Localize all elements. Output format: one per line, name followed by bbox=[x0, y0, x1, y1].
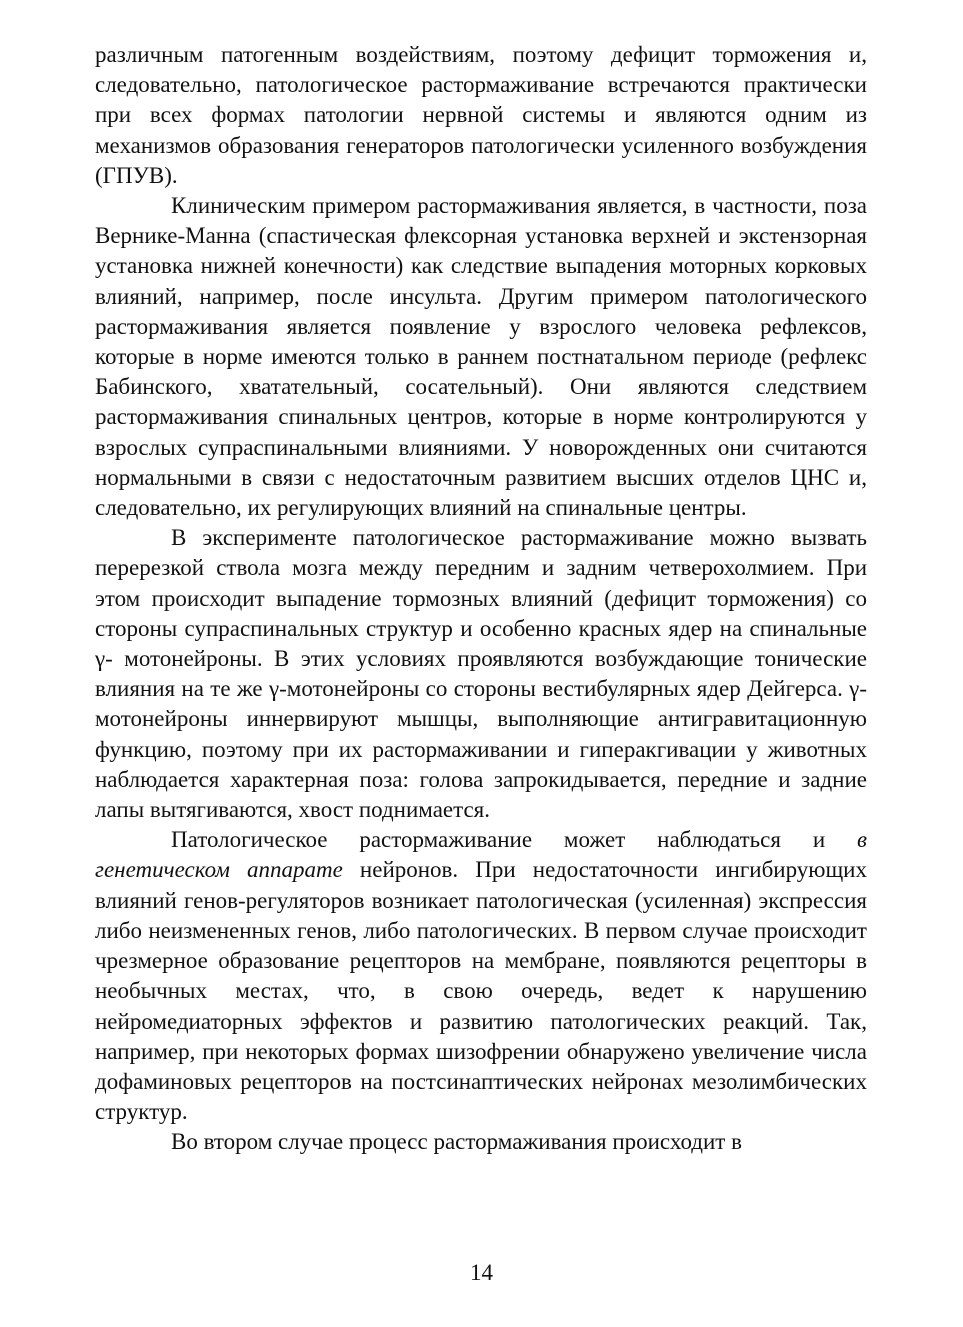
page-number: 14 bbox=[470, 1260, 493, 1285]
paragraph-continuation: различным патогенным воздействиям, поэтому дефицит торможения и, следовательно, патологическое растормаживание встречаются практически при всех формах патологии нервной системы и являются одним из механизмов образования генераторов патологически усиленного возбуждения (ГПУВ). bbox=[95, 42, 867, 188]
paragraph-second-case: Во втором случае процесс растормаживания происходит в bbox=[171, 1129, 742, 1155]
paragraph-text-before: Патологическое растормаживание может наблюдаться и bbox=[171, 827, 858, 853]
paragraph-experiment: В эксперименте патологическое растормаживание можно вызвать перерезкой ствола мозга между передним и задним четверохолмием. При этом происходит выпадение тормозных влияний (дефицит торможения) со стороны супраспинальных структур и особенно красных ядер на спинальные γ- мотонейроны. В этих условиях проявляются возбуждающие тонические влияния на те же γ-мотонейроны со стороны вестибулярных ядер Дейгерса. γ-мотонейроны иннервируют мышцы, выполняющие антигравитационную функцию, поэтому при их растормаживании и гиперакгивации у животных наблюдается характерная поза: голова запрокидывается, передние и задние лапы вытягиваются, хвост поднимается. bbox=[95, 525, 867, 823]
paragraph-genetic-apparatus bbox=[95, 825, 867, 1127]
paragraph-clinical-example: Клиническим примером растормаживания является, в частности, поза Вернике-Манна (спастическая флексорная установка верхней и экстензорная установка нижней конечности) как следствие выпадения моторных корковых влияний, например, после инсульта. Другим примером патологического растормаживания является появление у взрослого человека рефлексов, которые в норме имеются только в раннем постнатальном периоде (рефлекс Бабинского, хватательный, сосательный). Они являются следствием растормаживания спинальных центров, которые в норме контролируются у взрослых супраспинальными влияниями. У новорожденных они считаются нормальными в связи с недостаточным развитием высших отделов ЦНС и, следовательно, их регулирующих влияний на спинальные центры. bbox=[95, 193, 867, 521]
italic-term: в генетическом аппарате bbox=[95, 827, 867, 883]
paragraph-text-after: нейронов. При недостаточности ингибирующих влияний генов-регуляторов возникает патологическая (усиленная) экспрессия либо неизмененных генов, либо патологических. В первом случае происходит чрезмерное образование рецепторов на мембране, появляются рецепторы в необычных местах, что, в свою очередь, ведет к нарушению нейромедиаторных эффектов и развитию патологических реакций. Так, например, при некоторых формах шизофрении обнаружено увеличение числа дофаминовых рецепторов на постсинаптических нейронах мезолимбических структур. bbox=[95, 857, 867, 1125]
document-page bbox=[95, 40, 867, 1158]
